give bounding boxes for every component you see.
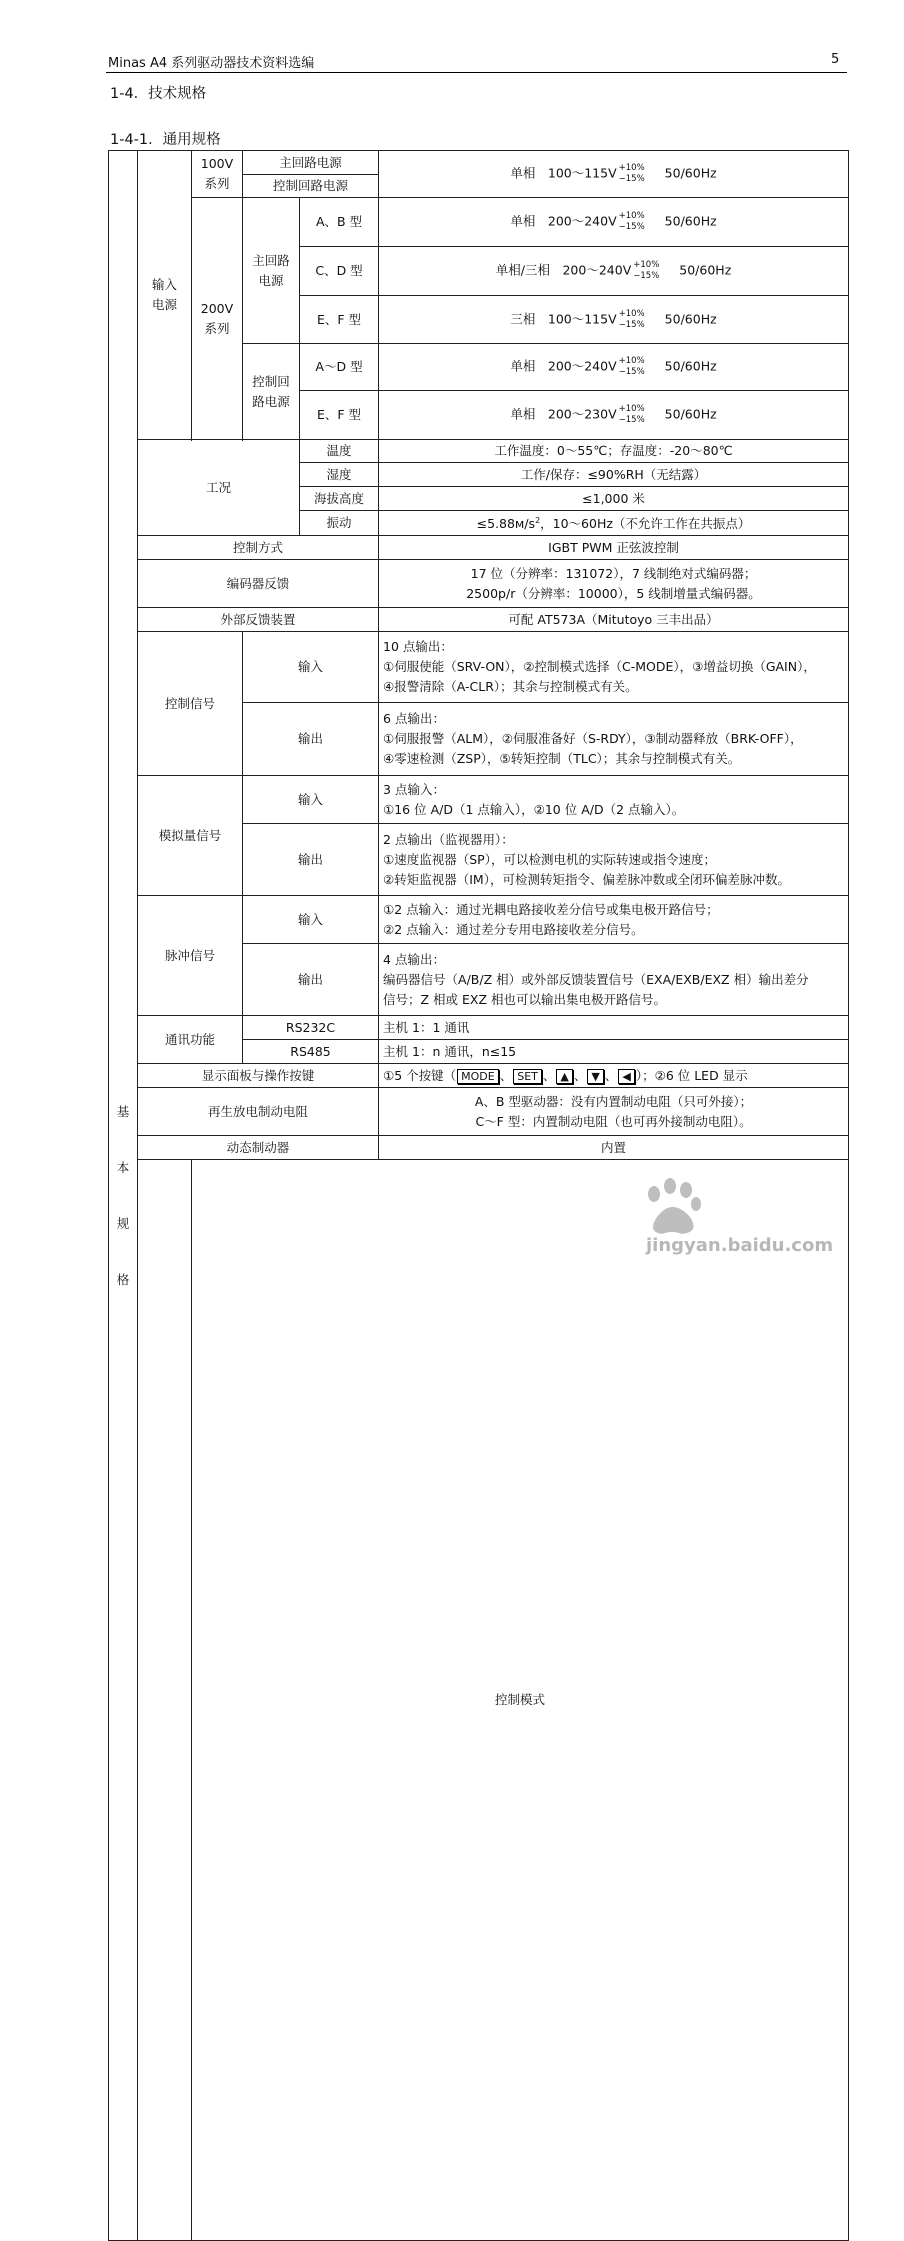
control-power-label: 控制回路电源 (243, 175, 379, 198)
regen-resistor-label: 再生放电制动电阻 (138, 1088, 379, 1136)
mode-key: MODE (457, 1069, 499, 1084)
page-number: 5 (831, 52, 840, 67)
spec-value: 三相 100～115V +10% −15% 50/60Hz (379, 296, 849, 344)
dynamic-brake-label: 动态制动器 (138, 1136, 379, 1160)
model-type: C、D 型 (300, 247, 379, 296)
analog-signal-output: 2 点输出（监视器用）： ①速度监视器（SP），可以检测电机的实际转速或指令速度； ②转矩监视器（IM），可检测转矩指令、偏差脉冲数或全闭环偏差脉冲数。 (379, 824, 849, 896)
table-row (109, 632, 849, 703)
dynamic-brake-value: 内置 (379, 1136, 849, 1160)
io-label: 输入 (243, 896, 379, 944)
comm-value: 主机 1：n 通讯，n≤15 (379, 1040, 849, 1064)
series-200v-label: 200V 系列 (192, 198, 243, 440)
control-signal-input: 10 点输出： ①伺服使能（SRV-ON），②控制模式选择（C-MODE），③增益切换（GAIN）， ④报警清除（A-CLR）；其余与控制模式有关。 (379, 632, 849, 703)
model-type: E、F 型 (300, 391, 379, 440)
down-key-icon: ▼ (587, 1069, 603, 1084)
analog-signal-label: 模拟量信号 (138, 776, 243, 896)
comm-name: RS232C (243, 1016, 379, 1040)
pulse-signal-label: 脉冲信号 (138, 896, 243, 1016)
set-key: SET (513, 1069, 542, 1084)
condition-name: 海拔高度 (300, 487, 379, 511)
condition-name: 湿度 (300, 463, 379, 487)
model-type: E、F 型 (300, 296, 379, 344)
table-row (109, 560, 849, 608)
spec-value: 单相 200～240V +10% −15% 50/60Hz (379, 344, 849, 391)
condition-value: 工作温度：0～55℃；存温度：-20～80℃ (379, 440, 849, 463)
condition-value: $\le 5.88м/s^2$，10～60Hz（不允许工作在共振点） (379, 511, 849, 536)
table-row (109, 198, 849, 247)
comm-value: 主机 1：1 通讯 (379, 1016, 849, 1040)
io-label: 输出 (243, 824, 379, 896)
conditions-label: 工况 (138, 440, 300, 536)
table-row (109, 776, 849, 824)
io-label: 输出 (243, 944, 379, 1016)
main-circuit-label: 主回路 电源 (243, 198, 300, 344)
table-row (109, 1160, 849, 2241)
io-label: 输入 (243, 776, 379, 824)
main-power-label: 主回路电源 (243, 151, 379, 175)
comm-name: RS485 (243, 1040, 379, 1064)
condition-value: ≤1,000 米 (379, 487, 849, 511)
table-row (109, 440, 849, 463)
control-mode-label: 控制模式 (192, 1160, 849, 2241)
spec-value: 单相 200～230V +10% −15% 50/60Hz (379, 391, 849, 440)
table-row (109, 1088, 849, 1136)
left-key-icon: ◀ (618, 1069, 634, 1084)
control-method-label: 控制方式 (138, 536, 379, 560)
regen-resistor-value: A、B 型驱动器：没有内置制动电阻（只可外接）； C～F 型：内置制动电阻（也可再外接制动电阻）。 (379, 1088, 849, 1136)
control-signal-output: 6 点输出： ①伺服报警（ALM），②伺服准备好（S-RDY），③制动器释放（BRK-OFF）， ④零速检测（ZSP），⑤转矩控制（TLC）；其余与控制模式有关。 (379, 703, 849, 776)
watermark-text: jingyan.baidu.com (646, 1235, 834, 1256)
encoder-value: 17 位（分辨率：131072），7 线制绝对式编码器； 2500p/r（分辨率：10000），5 线制增量式编码器。 (379, 560, 849, 608)
display-panel-value: ①5 个按键（ MODE 、 SET 、 ▲ 、 ▼ 、 ◀ ）；②6 位 LED 显示 (379, 1064, 849, 1088)
table-row (109, 536, 849, 560)
series-100v-label: 100V 系列 (192, 151, 243, 198)
analog-signal-input: 3 点输入： ①16 位 A/D（1 点输入），②10 位 A/D（2 点输入）。 (379, 776, 849, 824)
pulse-signal-input: ①2 点输入：通过光耦电路接收差分信号或集电极开路信号； ②2 点输入：通过差分专用电路接收差分信号。 (379, 896, 849, 944)
input-power-label: 输入 电源 (138, 151, 192, 440)
control-circuit-label: 控制回 路电源 (243, 344, 300, 440)
table-row (109, 896, 849, 944)
table-row (109, 1136, 849, 1160)
header-divider (106, 72, 847, 73)
spec-value-100v: 单相 100～115V +10% −15% 50/60Hz (379, 151, 849, 198)
display-panel-label: 显示面板与操作按键 (138, 1064, 379, 1088)
condition-name: 温度 (300, 440, 379, 463)
table-row (109, 1064, 849, 1088)
io-label: 输入 (243, 632, 379, 703)
spec-value: 单相/三相 200～240V +10% −15% 50/60Hz (379, 247, 849, 296)
subsection-title: 1-4-1．通用规格 (110, 132, 221, 148)
basic-spec-label: 基 本 规 格 (109, 151, 138, 2241)
condition-name: 振动 (300, 511, 379, 536)
external-feedback-label: 外部反馈装置 (138, 608, 379, 632)
model-type: A～D 型 (300, 344, 379, 391)
condition-value: 工作/保存：≤90%RH（无结露） (379, 463, 849, 487)
section-title: 1-4．技术规格 (110, 86, 207, 102)
spec-value: 单相 200～240V +10% −15% 50/60Hz (379, 198, 849, 247)
header-title: Minas A4 系列驱动器技术资料选编 (108, 56, 315, 71)
empty-cell (138, 1160, 192, 2241)
external-feedback-value: 可配 AT573A（Mitutoyo 三丰出品） (379, 608, 849, 632)
model-type: A、B 型 (300, 198, 379, 247)
spec-table (108, 150, 849, 2241)
control-method-value: IGBT PWM 正弦波控制 (379, 536, 849, 560)
io-label: 输出 (243, 703, 379, 776)
table-row (109, 608, 849, 632)
table-row (109, 1016, 849, 1040)
communication-label: 通讯功能 (138, 1016, 243, 1064)
encoder-label: 编码器反馈 (138, 560, 379, 608)
up-key-icon: ▲ (556, 1069, 572, 1084)
table-row (109, 151, 849, 175)
control-signal-label: 控制信号 (138, 632, 243, 776)
pulse-signal-output: 4 点输出： 编码器信号（A/B/Z 相）或外部反馈装置信号（EXA/EXB/EXZ 相）输出差分 信号；Z 相或 EXZ 相也可以输出集电极开路信号。 (379, 944, 849, 1016)
